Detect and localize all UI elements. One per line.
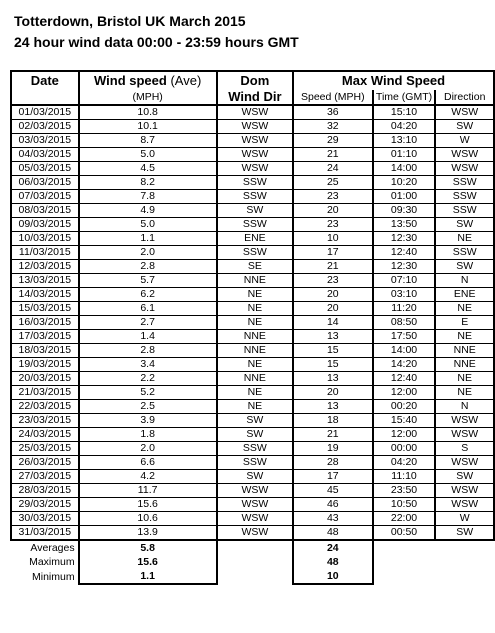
cell-wind-speed: 8.2 — [79, 176, 217, 190]
cell-max-time: 11:20 — [373, 302, 436, 316]
cell-max-direction: NE — [435, 302, 494, 316]
cell-max-direction: SW — [435, 260, 494, 274]
header-wind-speed-label: Wind speed — [93, 73, 167, 88]
header-time-gmt: Time (GMT) — [373, 90, 436, 105]
cell-max-direction: SSW — [435, 176, 494, 190]
cell-date: 07/03/2015 — [11, 190, 79, 204]
header-date: Date — [11, 71, 79, 90]
table-row — [11, 512, 494, 526]
table-row — [11, 134, 494, 148]
cell-max-speed: 23 — [293, 190, 373, 204]
cell-date: 09/03/2015 — [11, 218, 79, 232]
cell-max-direction: WSW — [435, 162, 494, 176]
cell-max-speed: 20 — [293, 288, 373, 302]
header-direction: Direction — [435, 90, 494, 105]
cell-max-time: 00:20 — [373, 400, 436, 414]
header-wind-speed — [79, 71, 217, 90]
cell-max-time: 17:50 — [373, 330, 436, 344]
summary-label-averages: Averages — [30, 542, 75, 554]
header-speed-mph: Speed (MPH) — [293, 90, 373, 105]
cell-dom-wind-dir: NNE — [217, 372, 293, 386]
cell-max-speed: 19 — [293, 442, 373, 456]
cell-wind-speed: 8.7 — [79, 134, 217, 148]
cell-dom-wind-dir: WSW — [217, 512, 293, 526]
cell-dom-wind-dir: NE — [217, 288, 293, 302]
summary-avg-max: 24 — [293, 540, 373, 555]
table-row — [11, 246, 494, 260]
cell-max-speed: 24 — [293, 162, 373, 176]
cell-max-direction: NE — [435, 330, 494, 344]
cell-date: 15/03/2015 — [11, 302, 79, 316]
cell-max-speed: 43 — [293, 512, 373, 526]
header-max-wind-speed: Max Wind Speed — [293, 71, 494, 90]
cell-max-time: 12:00 — [373, 386, 436, 400]
cell-wind-speed: 1.1 — [79, 232, 217, 246]
cell-max-direction: W — [435, 512, 494, 526]
cell-wind-speed: 2.2 — [79, 372, 217, 386]
summary-spacer — [373, 540, 436, 555]
cell-wind-speed: 3.9 — [79, 414, 217, 428]
cell-max-time: 00:00 — [373, 442, 436, 456]
cell-dom-wind-dir: NE — [217, 302, 293, 316]
cell-wind-speed: 6.1 — [79, 302, 217, 316]
cell-date: 17/03/2015 — [11, 330, 79, 344]
cell-dom-wind-dir: WSW — [217, 134, 293, 148]
cell-date: 06/03/2015 — [11, 176, 79, 190]
cell-date: 20/03/2015 — [11, 372, 79, 386]
cell-date: 03/03/2015 — [11, 134, 79, 148]
cell-wind-speed: 2.0 — [79, 246, 217, 260]
cell-max-speed: 28 — [293, 456, 373, 470]
summary-spacer — [217, 555, 293, 569]
cell-max-time: 04:20 — [373, 456, 436, 470]
cell-dom-wind-dir: SE — [217, 260, 293, 274]
summary-min-wind: 1.1 — [79, 569, 217, 584]
cell-max-direction: SW — [435, 470, 494, 484]
cell-date: 01/03/2015 — [11, 105, 79, 120]
table-row — [11, 442, 494, 456]
table-row — [11, 120, 494, 134]
cell-dom-wind-dir: NE — [217, 386, 293, 400]
header-wind-dir: Wind Dir — [217, 90, 293, 105]
cell-max-speed: 17 — [293, 246, 373, 260]
cell-dom-wind-dir: ENE — [217, 232, 293, 246]
cell-date: 02/03/2015 — [11, 120, 79, 134]
cell-wind-speed: 6.2 — [79, 288, 217, 302]
cell-date: 23/03/2015 — [11, 414, 79, 428]
cell-max-speed: 17 — [293, 470, 373, 484]
cell-max-time: 07:10 — [373, 274, 436, 288]
cell-max-direction: WSW — [435, 414, 494, 428]
cell-max-speed: 15 — [293, 344, 373, 358]
table-row — [11, 372, 494, 386]
table-row — [11, 470, 494, 484]
cell-max-speed: 32 — [293, 120, 373, 134]
cell-dom-wind-dir: WSW — [217, 105, 293, 120]
cell-max-time: 09:30 — [373, 204, 436, 218]
cell-date: 30/03/2015 — [11, 512, 79, 526]
cell-date: 19/03/2015 — [11, 358, 79, 372]
cell-max-speed: 15 — [293, 358, 373, 372]
cell-dom-wind-dir: SSW — [217, 442, 293, 456]
table-row — [11, 400, 494, 414]
cell-max-direction: WSW — [435, 148, 494, 162]
cell-max-time: 01:00 — [373, 190, 436, 204]
table-row — [11, 190, 494, 204]
header-wind-speed-ave: (Ave) — [170, 73, 202, 88]
cell-max-speed: 23 — [293, 274, 373, 288]
cell-max-time: 11:10 — [373, 470, 436, 484]
cell-max-direction: WSW — [435, 498, 494, 512]
summary-spacer — [435, 540, 494, 555]
cell-dom-wind-dir: NE — [217, 358, 293, 372]
cell-max-speed: 29 — [293, 134, 373, 148]
table-row — [11, 218, 494, 232]
cell-dom-wind-dir: NNE — [217, 274, 293, 288]
cell-dom-wind-dir: WSW — [217, 162, 293, 176]
cell-date: 12/03/2015 — [11, 260, 79, 274]
cell-max-direction: W — [435, 134, 494, 148]
cell-max-direction: WSW — [435, 456, 494, 470]
cell-date: 14/03/2015 — [11, 288, 79, 302]
cell-max-time: 14:20 — [373, 358, 436, 372]
table-row — [11, 358, 494, 372]
cell-max-speed: 20 — [293, 302, 373, 316]
cell-max-speed: 25 — [293, 176, 373, 190]
cell-wind-speed: 2.7 — [79, 316, 217, 330]
table-row — [11, 232, 494, 246]
cell-max-speed: 13 — [293, 330, 373, 344]
cell-max-speed: 13 — [293, 400, 373, 414]
cell-max-direction: NE — [435, 232, 494, 246]
table-row — [11, 526, 494, 541]
cell-max-time: 12:30 — [373, 232, 436, 246]
cell-date: 10/03/2015 — [11, 232, 79, 246]
cell-max-time: 08:50 — [373, 316, 436, 330]
cell-date: 13/03/2015 — [11, 274, 79, 288]
page-title: Totterdown, Bristol UK March 2015 — [14, 13, 246, 29]
cell-date: 05/03/2015 — [11, 162, 79, 176]
cell-max-direction: SW — [435, 526, 494, 541]
cell-wind-speed: 6.6 — [79, 456, 217, 470]
cell-max-direction: SW — [435, 120, 494, 134]
table-row — [11, 260, 494, 274]
table-row — [11, 302, 494, 316]
cell-dom-wind-dir: SW — [217, 204, 293, 218]
cell-wind-speed: 3.4 — [79, 358, 217, 372]
cell-dom-wind-dir: WSW — [217, 498, 293, 512]
cell-date: 16/03/2015 — [11, 316, 79, 330]
cell-max-time: 15:10 — [373, 105, 436, 120]
cell-dom-wind-dir: SW — [217, 470, 293, 484]
summary-min-max: 10 — [293, 569, 373, 584]
cell-max-time: 14:00 — [373, 162, 436, 176]
cell-max-time: 12:00 — [373, 428, 436, 442]
summary-max-wind: 15.6 — [79, 555, 217, 569]
summary-spacer — [217, 569, 293, 584]
cell-wind-speed: 7.8 — [79, 190, 217, 204]
cell-dom-wind-dir: SSW — [217, 176, 293, 190]
cell-wind-speed: 2.8 — [79, 260, 217, 274]
cell-max-speed: 10 — [293, 232, 373, 246]
cell-max-direction: SW — [435, 218, 494, 232]
header-mph: (MPH) — [79, 90, 217, 105]
cell-wind-speed: 10.8 — [79, 105, 217, 120]
cell-dom-wind-dir: SSW — [217, 218, 293, 232]
cell-max-direction: WSW — [435, 428, 494, 442]
cell-wind-speed: 2.8 — [79, 344, 217, 358]
cell-max-speed: 48 — [293, 526, 373, 541]
table-row — [11, 204, 494, 218]
table-row — [11, 316, 494, 330]
header-date-blank — [11, 90, 79, 105]
cell-max-direction: N — [435, 400, 494, 414]
cell-wind-speed: 5.2 — [79, 386, 217, 400]
header-dom: Dom — [217, 71, 293, 90]
wind-data-table — [10, 70, 495, 585]
cell-max-speed: 18 — [293, 414, 373, 428]
table-row — [11, 288, 494, 302]
cell-max-speed: 21 — [293, 260, 373, 274]
cell-max-speed: 20 — [293, 386, 373, 400]
cell-dom-wind-dir: WSW — [217, 148, 293, 162]
cell-max-direction: NE — [435, 372, 494, 386]
cell-wind-speed: 15.6 — [79, 498, 217, 512]
cell-dom-wind-dir: NNE — [217, 344, 293, 358]
cell-max-direction: NNE — [435, 358, 494, 372]
cell-dom-wind-dir: SW — [217, 414, 293, 428]
table-row — [11, 330, 494, 344]
cell-max-speed: 14 — [293, 316, 373, 330]
cell-date: 08/03/2015 — [11, 204, 79, 218]
table-row — [11, 456, 494, 470]
cell-max-time: 23:50 — [373, 484, 436, 498]
cell-max-time: 13:10 — [373, 134, 436, 148]
cell-wind-speed: 5.7 — [79, 274, 217, 288]
cell-date: 22/03/2015 — [11, 400, 79, 414]
cell-max-direction: SSW — [435, 204, 494, 218]
summary-label-minimum: Minimum — [32, 570, 75, 583]
cell-max-time: 12:40 — [373, 372, 436, 386]
cell-date: 18/03/2015 — [11, 344, 79, 358]
cell-date: 11/03/2015 — [11, 246, 79, 260]
cell-dom-wind-dir: WSW — [217, 484, 293, 498]
cell-max-direction: SSW — [435, 246, 494, 260]
cell-wind-speed: 4.5 — [79, 162, 217, 176]
cell-max-speed: 20 — [293, 204, 373, 218]
cell-max-speed: 13 — [293, 372, 373, 386]
cell-max-speed: 23 — [293, 218, 373, 232]
cell-date: 27/03/2015 — [11, 470, 79, 484]
cell-date: 04/03/2015 — [11, 148, 79, 162]
cell-max-time: 10:20 — [373, 176, 436, 190]
cell-dom-wind-dir: WSW — [217, 120, 293, 134]
cell-max-speed: 45 — [293, 484, 373, 498]
table-row — [11, 274, 494, 288]
cell-wind-speed: 2.5 — [79, 400, 217, 414]
cell-max-direction: E — [435, 316, 494, 330]
cell-dom-wind-dir: SSW — [217, 246, 293, 260]
cell-dom-wind-dir: SW — [217, 428, 293, 442]
cell-wind-speed: 5.0 — [79, 148, 217, 162]
cell-date: 29/03/2015 — [11, 498, 79, 512]
cell-max-direction: NE — [435, 386, 494, 400]
table-row — [11, 498, 494, 512]
cell-wind-speed: 13.9 — [79, 526, 217, 541]
cell-max-speed: 46 — [293, 498, 373, 512]
cell-max-direction: SSW — [435, 190, 494, 204]
cell-max-time: 03:10 — [373, 288, 436, 302]
cell-wind-speed: 5.0 — [79, 218, 217, 232]
summary-spacer — [435, 555, 494, 569]
cell-date: 21/03/2015 — [11, 386, 79, 400]
cell-wind-speed: 4.9 — [79, 204, 217, 218]
summary-spacer — [373, 569, 436, 584]
cell-wind-speed: 10.1 — [79, 120, 217, 134]
cell-dom-wind-dir: NE — [217, 400, 293, 414]
cell-dom-wind-dir: NNE — [217, 330, 293, 344]
cell-max-speed: 21 — [293, 428, 373, 442]
cell-max-time: 04:20 — [373, 120, 436, 134]
cell-date: 31/03/2015 — [11, 526, 79, 541]
cell-max-direction: ENE — [435, 288, 494, 302]
summary-spacer — [373, 555, 436, 569]
cell-max-time: 00:50 — [373, 526, 436, 541]
cell-max-time: 15:40 — [373, 414, 436, 428]
table-row — [11, 105, 494, 120]
cell-max-direction: N — [435, 274, 494, 288]
cell-max-speed: 21 — [293, 148, 373, 162]
table-row — [11, 386, 494, 400]
cell-wind-speed: 10.6 — [79, 512, 217, 526]
cell-wind-speed: 11.7 — [79, 484, 217, 498]
cell-max-direction: WSW — [435, 105, 494, 120]
cell-max-time: 01:10 — [373, 148, 436, 162]
cell-max-speed: 36 — [293, 105, 373, 120]
cell-max-direction: WSW — [435, 484, 494, 498]
table-row — [11, 148, 494, 162]
cell-date: 25/03/2015 — [11, 442, 79, 456]
table-row — [11, 344, 494, 358]
summary-spacer — [435, 569, 494, 584]
summary-spacer — [217, 540, 293, 555]
cell-max-time: 14:00 — [373, 344, 436, 358]
page-subtitle: 24 hour wind data 00:00 - 23:59 hours GMT — [14, 34, 299, 50]
cell-max-time: 22:00 — [373, 512, 436, 526]
cell-max-direction: S — [435, 442, 494, 456]
cell-max-direction: NNE — [435, 344, 494, 358]
table-row — [11, 428, 494, 442]
cell-date: 24/03/2015 — [11, 428, 79, 442]
summary-avg-wind: 5.8 — [79, 540, 217, 555]
cell-date: 26/03/2015 — [11, 456, 79, 470]
cell-max-time: 10:50 — [373, 498, 436, 512]
cell-wind-speed: 1.8 — [79, 428, 217, 442]
cell-dom-wind-dir: WSW — [217, 526, 293, 541]
cell-wind-speed: 4.2 — [79, 470, 217, 484]
table-row — [11, 484, 494, 498]
table-row — [11, 176, 494, 190]
cell-max-time: 13:50 — [373, 218, 436, 232]
summary-label-maximum: Maximum — [29, 556, 75, 568]
cell-max-time: 12:40 — [373, 246, 436, 260]
cell-dom-wind-dir: NE — [217, 316, 293, 330]
summary-max-max: 48 — [293, 555, 373, 569]
table-row — [11, 162, 494, 176]
cell-wind-speed: 2.0 — [79, 442, 217, 456]
cell-dom-wind-dir: SSW — [217, 190, 293, 204]
cell-max-time: 12:30 — [373, 260, 436, 274]
cell-wind-speed: 1.4 — [79, 330, 217, 344]
cell-date: 28/03/2015 — [11, 484, 79, 498]
table-row — [11, 414, 494, 428]
cell-dom-wind-dir: SSW — [217, 456, 293, 470]
